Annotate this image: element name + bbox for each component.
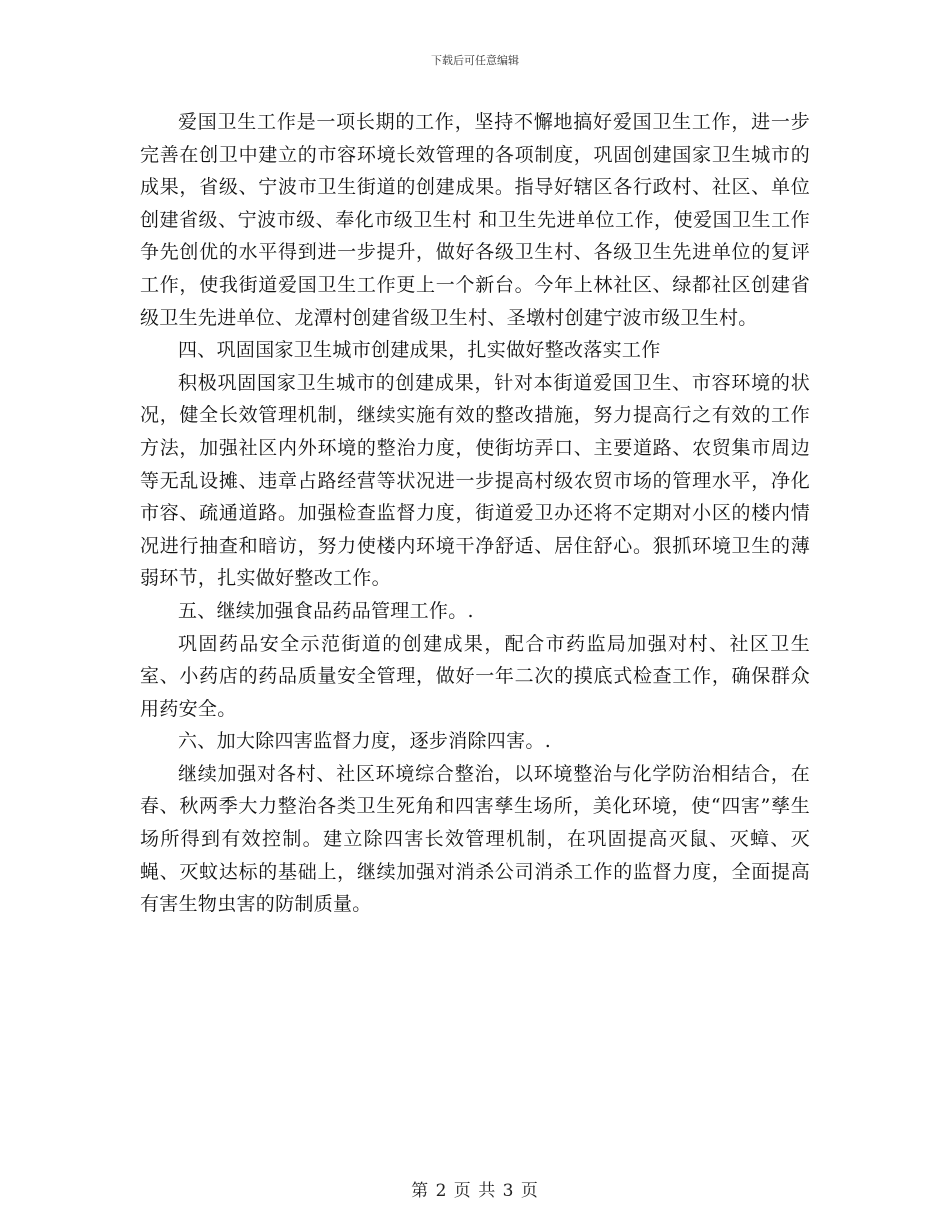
page-header-note: 下载后可任意编辑 bbox=[431, 54, 519, 67]
section-heading-4: 四、巩固国家卫生城市创建成果，扎实做好整改落实工作 bbox=[178, 339, 661, 362]
document-body bbox=[140, 106, 810, 921]
paragraph-pest-control: 继续加强对各村、社区环境综合整治，以环境整治与化学防治相结合，在春、秋两季大力整治各类卫生死角和四害孳生场所，美化环境，使“四害”孳生场所得到有效控制。建立除四害长效管理机制，在巩固提高灭鼠、灭蟑、灭蝇、灭蚊达标的基础上，继续加强对消杀公司消杀工作的监督力度，全面提高有害生物虫害的防制质量。 bbox=[140, 762, 810, 916]
paragraph-patriotic-health: 爱国卫生工作是一项长期的工作，坚持不懈地搞好爱国卫生工作，进一步完善在创卫中建立的市容环境长效管理的各项制度，巩固创建国家卫生城市的成果，省级、宁波市卫生街道的创建成果。指导好辖区各行政村、社区、单位创建省级、宁波市级、奉化市级卫生村 和卫生先进单位工作，使爱国卫生工作争先创优的水平得到进一步提升，做好各级卫生村、各级卫生先进单位的复评工作，使我街道爱国卫生工作更上一个新台。今年上林社区、绿都社区创建省级卫生先进单位、龙潭村创建省级卫生村、圣墩村创建宁波市级卫生村。 bbox=[140, 111, 810, 329]
paragraph-consolidate-city: 积极巩固国家卫生城市的创建成果，针对本街道爱国卫生、市容环境的状况，健全长效管理机制，继续实施有效的整改措施，努力提高行之有效的工作方法，加强社区内外环境的整治力度，使街坊弄口、主要道路、农贸集市周边等无乱设摊、违章占路经营等状况进一步提高村级农贸市场的管理水平，净化市容、疏通道路。加强检查监督力度，街道爱卫办还将不定期对小区的楼内情况进行抽查和暗访，努力使楼内环境干净舒适、居住舒心。狠抓环境卫生的薄弱环节，扎实做好整改工作。 bbox=[140, 371, 810, 590]
section-heading-5: 五、继续加强食品药品管理工作。. bbox=[178, 599, 474, 622]
paragraph-drug-safety: 巩固药品安全示范街道的创建成果，配合市药监局加强对村、社区卫生室、小药店的药品质量安全管理，做好一年二次的摸底式检查工作，确保群众用药安全。 bbox=[140, 632, 810, 720]
section-heading-6: 六、加大除四害监督力度，逐步消除四害。. bbox=[178, 730, 552, 753]
page-number: 第 2 页 共 3 页 bbox=[411, 1181, 539, 1201]
